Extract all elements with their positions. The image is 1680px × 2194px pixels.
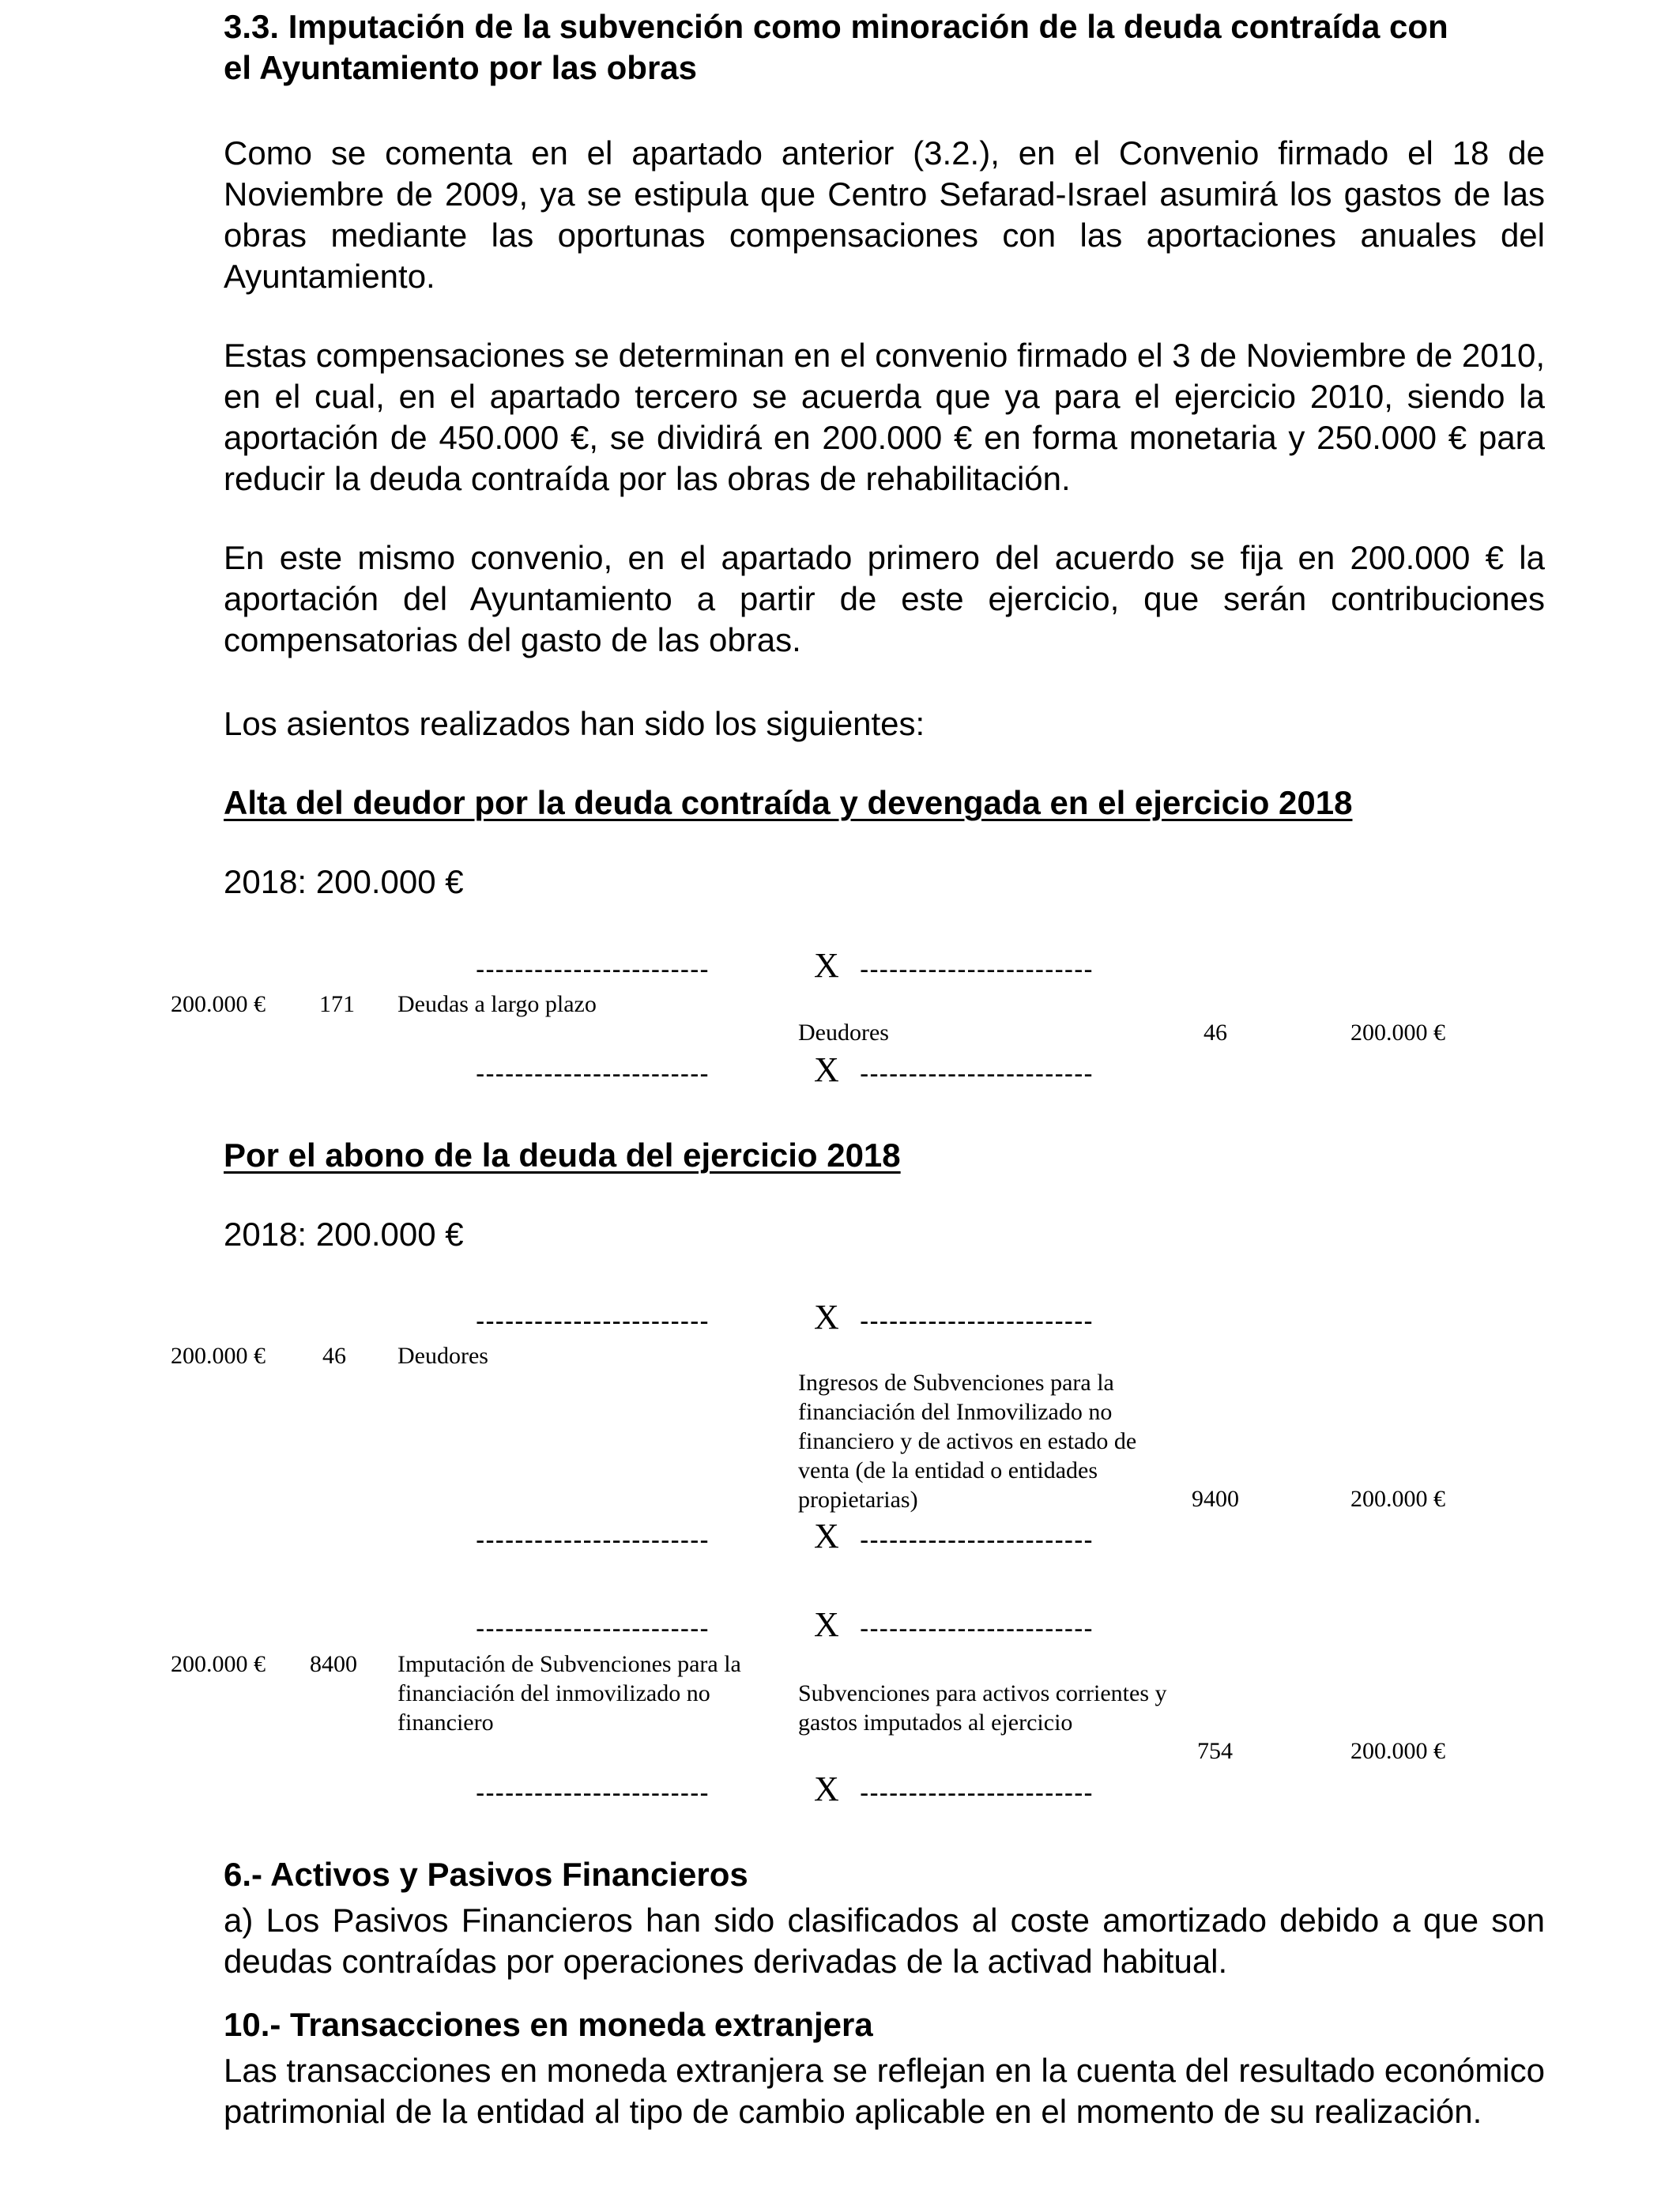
section-6-heading: 6.- Activos y Pasivos Financieros: [224, 1856, 748, 1893]
entry2-credit-code: 9400: [1192, 1486, 1239, 1512]
paragraph-mismo-convenio: En este mismo convenio, en el apartado primero del acuerdo se fija en 200.000 € la aportación del Ayuntamiento a partir de este ejercicio, que serán contribuciones compensatorias del gasto de las obras.: [224, 539, 1545, 658]
entry1-debit-code: 171: [319, 991, 355, 1017]
separator-dashes: ------------------------: [860, 1614, 1094, 1644]
entry3-top-separator: [474, 1605, 1185, 1644]
entry1-title: Alta del deudor por la deuda contraída y devengada en el ejercicio 2018: [224, 784, 1353, 821]
entry2-credit-account: Ingresos de Subvenciones para la financiación del Inmovilizado no financiero y de activos en estado de venta (de la entidad o entidades propietarias): [798, 1370, 1137, 1513]
entry3-debit-code: 8400: [310, 1651, 357, 1677]
entry3-bottom-separator: [474, 1772, 1185, 1807]
paragraph-compensaciones: Estas compensaciones se determinan en el convenio firmado el 3 de Noviembre de 2010, en el cual, en el apartado tercero se acuerda que ya para el ejercicio 2010, siendo la aportación de 450.000 €, se dividirá en 200.000 € en forma monetaria y 250.000 € para reducir la deuda contraída por las obras de rehabilitación.: [224, 337, 1545, 497]
entry1-credit-account: Deudores: [798, 1020, 889, 1046]
separator-x-mark: X: [814, 1770, 839, 1808]
separator-dashes: ------------------------: [476, 1614, 710, 1644]
entry1-amount-line: 2018: 200.000 €: [224, 863, 464, 900]
separator-dashes: ------------------------: [476, 1778, 710, 1808]
section-3-3-heading: [224, 6, 1448, 89]
entry2-credit-amount: 200.000 €: [1350, 1486, 1445, 1512]
entry2-debit-amount: 200.000 €: [171, 1343, 266, 1369]
entry2-bottom-separator: [474, 1519, 1185, 1554]
section-10-text: Las transacciones en moneda extranjera se reflejan en la cuenta del resultado económico patrimonial de la entidad al tipo de cambio aplicable en el momento de su realización.: [224, 2052, 1545, 2130]
section-3-3-heading-line2: el Ayuntamiento por las obras: [224, 49, 698, 86]
separator-dashes: ------------------------: [476, 1525, 710, 1555]
separator-x-mark: X: [814, 946, 839, 985]
separator-x-mark: X: [814, 1517, 839, 1555]
entry3-credit-code: 754: [1197, 1738, 1233, 1764]
entry3-debit-amount: 200.000 €: [171, 1651, 266, 1677]
separator-dashes: ------------------------: [860, 955, 1094, 985]
separator-dashes: ------------------------: [476, 1059, 710, 1089]
separator-dashes: ------------------------: [860, 1059, 1094, 1089]
separator-x-mark: X: [814, 1298, 839, 1336]
entry3-debit-account: Imputación de Subvenciones para la financiación del inmovilizado no financiero: [397, 1651, 741, 1736]
entry2-debit-code: 46: [322, 1343, 346, 1369]
entry1-debit-account: Deudas a largo plazo: [397, 991, 597, 1017]
separator-dashes: ------------------------: [476, 1306, 710, 1336]
separator-dashes: ------------------------: [860, 1778, 1094, 1808]
paragraph-asientos-intro: Los asientos realizados han sido los siguientes:: [224, 705, 925, 742]
separator-x-mark: X: [814, 1605, 839, 1644]
entry2-debit-account: Deudores: [397, 1343, 488, 1369]
entry2-title: Por el abono de la deuda del ejercicio 2018: [224, 1137, 901, 1174]
entry1-credit-amount: 200.000 €: [1350, 1020, 1445, 1046]
entry3-credit-account: Subvenciones para activos corrientes y gastos imputados al ejercicio: [798, 1680, 1167, 1736]
entry3-credit-amount: 200.000 €: [1350, 1738, 1445, 1764]
entry2-top-separator: [474, 1300, 1185, 1335]
entry1-bottom-separator: [474, 1050, 1185, 1089]
entry1-top-separator: [474, 948, 1185, 983]
section-3-3-heading-line1: 3.3. Imputación de la subvención como minoración de la deuda contraída con: [224, 8, 1448, 45]
separator-dashes: ------------------------: [860, 1525, 1094, 1555]
entry1-debit-amount: 200.000 €: [171, 991, 266, 1017]
separator-x-mark: X: [814, 1050, 839, 1089]
paragraph-convenio-2009: Como se comenta en el apartado anterior (3.2.), en el Convenio firmado el 18 de Noviembre de 2009, ya se estipula que Centro Sefarad-Israel asumirá los gastos de las obras mediante las oportunas compensaciones con las aportaciones anuales del Ayuntamiento.: [224, 134, 1545, 295]
entry1-credit-code: 46: [1203, 1020, 1227, 1046]
separator-dashes: ------------------------: [860, 1306, 1094, 1336]
entry2-amount-line: 2018: 200.000 €: [224, 1216, 464, 1253]
section-6-text: a) Los Pasivos Financieros han sido clasificados al coste amortizado debido a que son deudas contraídas por operaciones derivadas de la activad habitual.: [224, 1902, 1545, 1980]
separator-dashes: ------------------------: [476, 955, 710, 985]
section-10-heading: 10.- Transacciones en moneda extranjera: [224, 2006, 873, 2043]
